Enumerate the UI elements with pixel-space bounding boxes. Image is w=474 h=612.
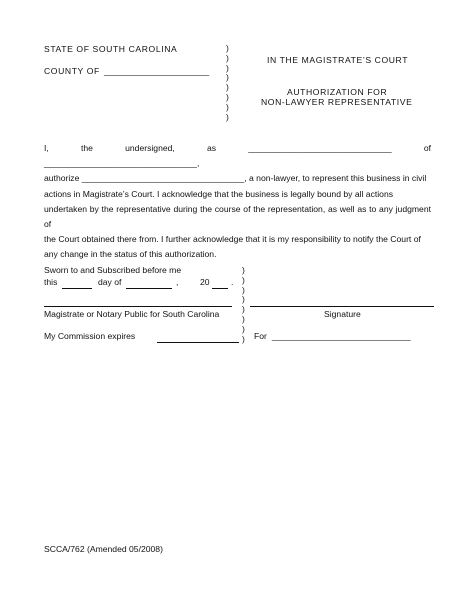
for-field[interactable]: _____________________________ xyxy=(272,331,411,341)
day-field[interactable] xyxy=(62,288,92,289)
county-field[interactable]: ______________________ xyxy=(104,66,210,76)
signature-line[interactable] xyxy=(250,306,434,307)
notary-label: Magistrate or Notary Public for South Carolina xyxy=(44,309,220,319)
signature-label: Signature xyxy=(324,309,361,319)
commission-expires-field[interactable] xyxy=(157,342,239,343)
this-label: this xyxy=(44,277,58,287)
form-number: SCCA/762 (Amended 05/2008) xyxy=(44,544,163,554)
authorization-line[interactable]: I, the undersigned, as ______________________________ of ________________________________, xyxy=(44,143,431,169)
authorization-line: undertaken by the representative during the course of the representation, as well as to any judgment of xyxy=(44,203,431,230)
authorization-line: actions in Magistrate’s Court. I acknowledge that the business is legally bound by all actions xyxy=(44,188,394,199)
day-of-label: day of xyxy=(98,277,122,287)
year-field[interactable] xyxy=(212,288,228,289)
caption-parentheses: ) ) ) ) ) ) ) ) xyxy=(226,43,229,122)
month-field[interactable] xyxy=(126,288,172,289)
court-name: IN THE MAGISTRATE’S COURT xyxy=(267,55,409,65)
oath-parentheses: ) ) ) ) ) ) ) ) xyxy=(242,265,245,344)
form-title-line1: AUTHORIZATION FOR xyxy=(287,87,388,97)
commission-label: My Commission expires xyxy=(44,331,136,341)
authorization-line: the Court obtained there from. I further acknowledge that it is my responsibility to notify the Court of xyxy=(44,234,421,245)
form-title-line2: NON-LAWYER REPRESENTATIVE xyxy=(261,97,413,107)
notary-signature-line[interactable] xyxy=(44,306,232,307)
period: . xyxy=(231,277,234,287)
sworn-text: Sworn to and Subscribed before me xyxy=(44,265,182,275)
year-prefix: 20 xyxy=(200,277,210,287)
county-label: COUNTY OF xyxy=(44,66,100,76)
authorization-line[interactable]: authorize __________________________________, a non-lawyer, to represent this business in civil xyxy=(44,173,427,184)
authorization-paragraph xyxy=(44,141,431,263)
comma: , xyxy=(176,277,179,287)
for-label: For xyxy=(254,331,267,341)
state-label: STATE OF SOUTH CAROLINA xyxy=(44,44,178,54)
authorization-line: any change in the status of this authorization. xyxy=(44,249,217,260)
